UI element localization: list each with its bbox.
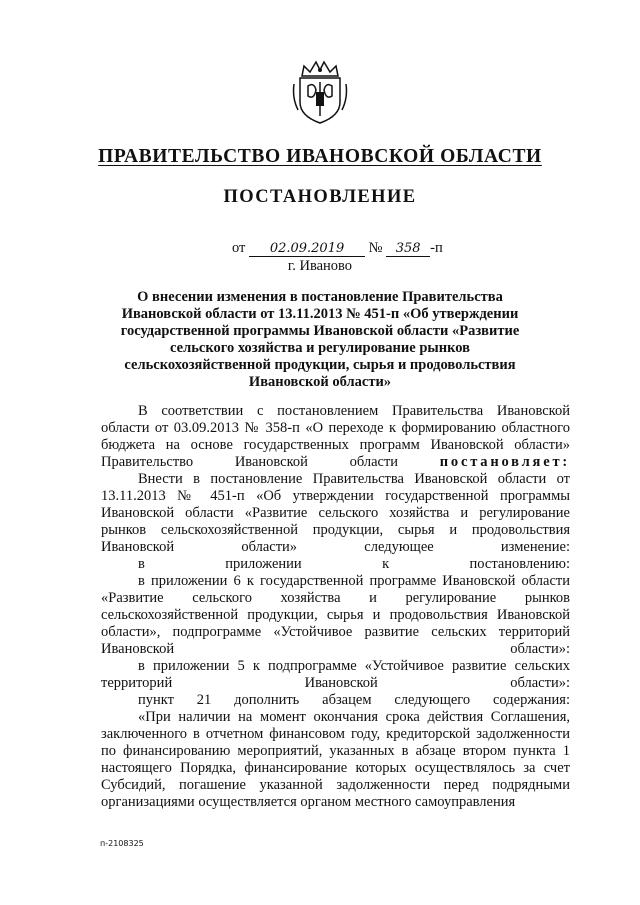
number-sign: № — [368, 240, 383, 256]
paragraph-preamble — [101, 403, 570, 471]
handwritten-date: 02.09.2019 — [249, 241, 365, 257]
paragraph-quote: «При наличии на момент окончания срока действия Соглашения, заключенного в отчетном финансовом году, кредиторской задолженности по финансированию мероприятий, указанных в абзаце втором пункта 1 настоящего Порядка, финансирование которых осуществлялось за счет Субсидий, погашение указанной задолженности перед подрядными организациями осуществляется органом местного самоуправления — [101, 709, 570, 810]
handwritten-number: 358 — [386, 241, 430, 257]
number-suffix: -п — [430, 240, 443, 256]
document-code: п-2108325 — [100, 839, 144, 848]
date-prefix: от — [232, 240, 246, 256]
document-body — [101, 403, 570, 811]
registration-line — [232, 240, 443, 257]
decree-word: постановляет: — [439, 454, 570, 470]
paragraph-amend: Внести в постановление Правительства Ивановской области от 13.11.2013 № 451-п «Об утверждении государственной программы Ивановской области «Развитие сельского хозяйства и регулирование рынков сельскохозяйственной продукции, сырья и продовольствия Ивановской области» следующее изменение: — [101, 471, 570, 555]
city: г. Иваново — [287, 258, 353, 274]
document-subject: О внесении изменения в постановление Правительства Ивановской области от 13.11.2013 № 451-п «Об утверждении государственной программы Ивановской области «Развитие сельского хозяйства и регулирование рынков сельскохозяйственной продукции, сырья и продовольствия Ивановской области» — [120, 289, 520, 390]
coat-of-arms-icon — [292, 58, 348, 128]
document-kind: ПОСТАНОВЛЕНИЕ — [223, 187, 417, 207]
government-title: ПРАВИТЕЛЬСТВО ИВАНОВСКОЙ ОБЛАСТИ — [98, 146, 542, 167]
paragraph-annex-6: в приложении 6 к государственной программе Ивановской области «Развитие сельского хозяйства и регулирование рынков сельскохозяйственной продукции, сырья и продовольствия Ивановской области», подпрограмме «Устойчивое развитие сельских территорий Ивановской области»: — [101, 573, 570, 657]
paragraph-point-21: пункт 21 дополнить абзацем следующего содержания: — [138, 692, 570, 708]
paragraph-annex: в приложении к постановлению: — [138, 556, 570, 572]
paragraph-annex-5: в приложении 5 к подпрограмме «Устойчивое развитие сельских территорий Ивановской области»: — [101, 658, 570, 691]
preamble-text: В соответствии с постановлением Правительства Ивановской области от 03.09.2013 № 358-п «О переходе к формированию областного бюджета на основе государственных программ Ивановской области» Правительство Ивановской области — [101, 403, 570, 470]
